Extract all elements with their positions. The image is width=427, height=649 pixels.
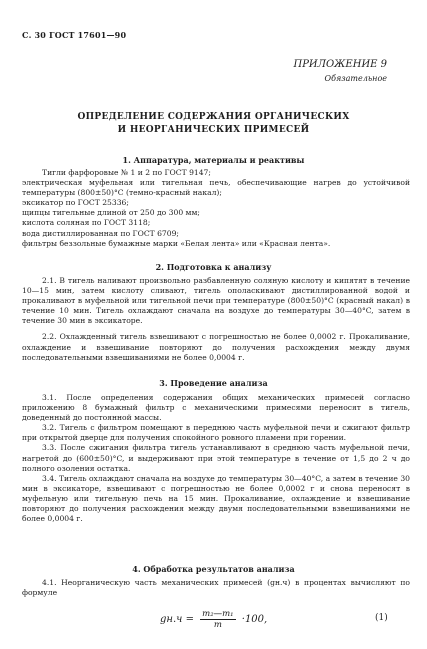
section-3-heading: 3. Проведение анализа (159, 378, 268, 388)
equation-number: (1) (375, 613, 388, 623)
appendix-label: ПРИЛОЖЕНИЕ 9 (293, 59, 387, 70)
formula-denominator: m (213, 620, 222, 630)
section-4-body (22, 578, 410, 598)
paragraph-2-2: 2.2. Охлажденный тигель взвешивают с погрешностью не более 0,0002 г. Прокаливание, охлаждение и взвешивание повторяют до получения расхождения между двумя последовательными взвешиваниями не более 0,0004 г. (22, 332, 410, 362)
formula-lhs: gн.ч = (160, 614, 194, 625)
document-title (0, 111, 427, 137)
list-item: щипцы тигельные длиной от 250 до 300 мм; (22, 208, 200, 218)
title-line-2: И НЕОРГАНИЧЕСКИХ ПРИМЕСЕЙ (117, 125, 310, 135)
section-2-body (22, 276, 410, 363)
section-2-heading: 2. Подготовка к анализу (155, 262, 272, 272)
list-item: эксикатор по ГОСТ 25336; (22, 198, 129, 208)
paragraph-4-1: 4.1. Неорганическую часть механических примесей (gн.ч) в процентах вычисляют по формуле (22, 578, 410, 598)
title-line-1: ОПРЕДЕЛЕНИЕ СОДЕРЖАНИЯ ОРГАНИЧЕСКИХ (77, 112, 350, 122)
list-item: вода дистиллированная по ГОСТ 6709; (22, 228, 179, 238)
formula-numerator: m₂—m₁ (202, 609, 234, 619)
appendix-status: Обязательное (324, 74, 387, 83)
section-1-list (22, 168, 410, 249)
list-item: электрическая муфельная или тигельная печь, обеспечивающие нагрев до устойчивой температуры (800±50)°C (темно-красный накал); (22, 178, 410, 198)
paragraph-3-1: 3.1. После определения содержания общих механических примесей согласно приложению 8 бумажный фильтр с механическими примесями переносят в тигель, доведенный до постоянной массы. (22, 393, 410, 423)
list-item: Тигли фарфоровые № 1 и 2 по ГОСТ 9147; (42, 168, 211, 177)
section-1-heading: 1. Аппаратура, материалы и реактивы (122, 155, 305, 165)
paragraph-3-4: 3.4. Тигель охлаждают сначала на воздухе до температуры 30—40°C, а затем в течение 30 мин в эксикаторе, взвешивают с погрешностью не более 0,0002 г и снова переносят в муфельную или тигельную печь на 15 мин. Прокаливание, охлаждение и взвешивание повторяют до получения расхождения между двумя последовательными взвешиваниями не более 0,0004 г. (22, 473, 410, 524)
formula-rhs: ·100, (241, 614, 268, 625)
formula-fraction (200, 609, 235, 630)
appendix-block (293, 58, 387, 86)
formula (160, 609, 267, 630)
paragraph-2-1: 2.1. В тигель наливают произвольно разбавленную соляную кислоту и кипятят в течение 10—15 мин, затем кислоту сливают, тигель ополаскивают дистиллированной водой и прокаливают в муфельной или тигельной печи при температуре (800±50)°C (красный накал) в течение 10 мин. Тигель охлаждают сначала на воздухе до температуры 30—40°C, затем в течение 30 мин в эксикаторе. (22, 276, 410, 326)
list-item: фильтры беззольные бумажные марки «Белая лента» или «Красная лента». (22, 238, 331, 248)
paragraph-3-2: 3.2. Тигель с фильтром помещают в переднюю часть муфельной печи и сжигают фильтр при открытой дверце для получения спокойного ровного пламени при горении. (22, 423, 410, 443)
list-item: кислота соляная по ГОСТ 3118; (22, 218, 151, 228)
page-header: С. 30 ГОСТ 17601—90 (22, 30, 127, 40)
section-4-heading: 4. Обработка результатов анализа (132, 564, 295, 574)
paragraph-3-3: 3.3. После сжигания фильтра тигель устанавливают в среднюю часть муфельной печи, нагретой до (600±50)°C, и выдерживают при этой температуре в течение от 1,5 до 2 ч до полного озоления остатка. (22, 443, 410, 473)
section-3-body (22, 393, 410, 524)
